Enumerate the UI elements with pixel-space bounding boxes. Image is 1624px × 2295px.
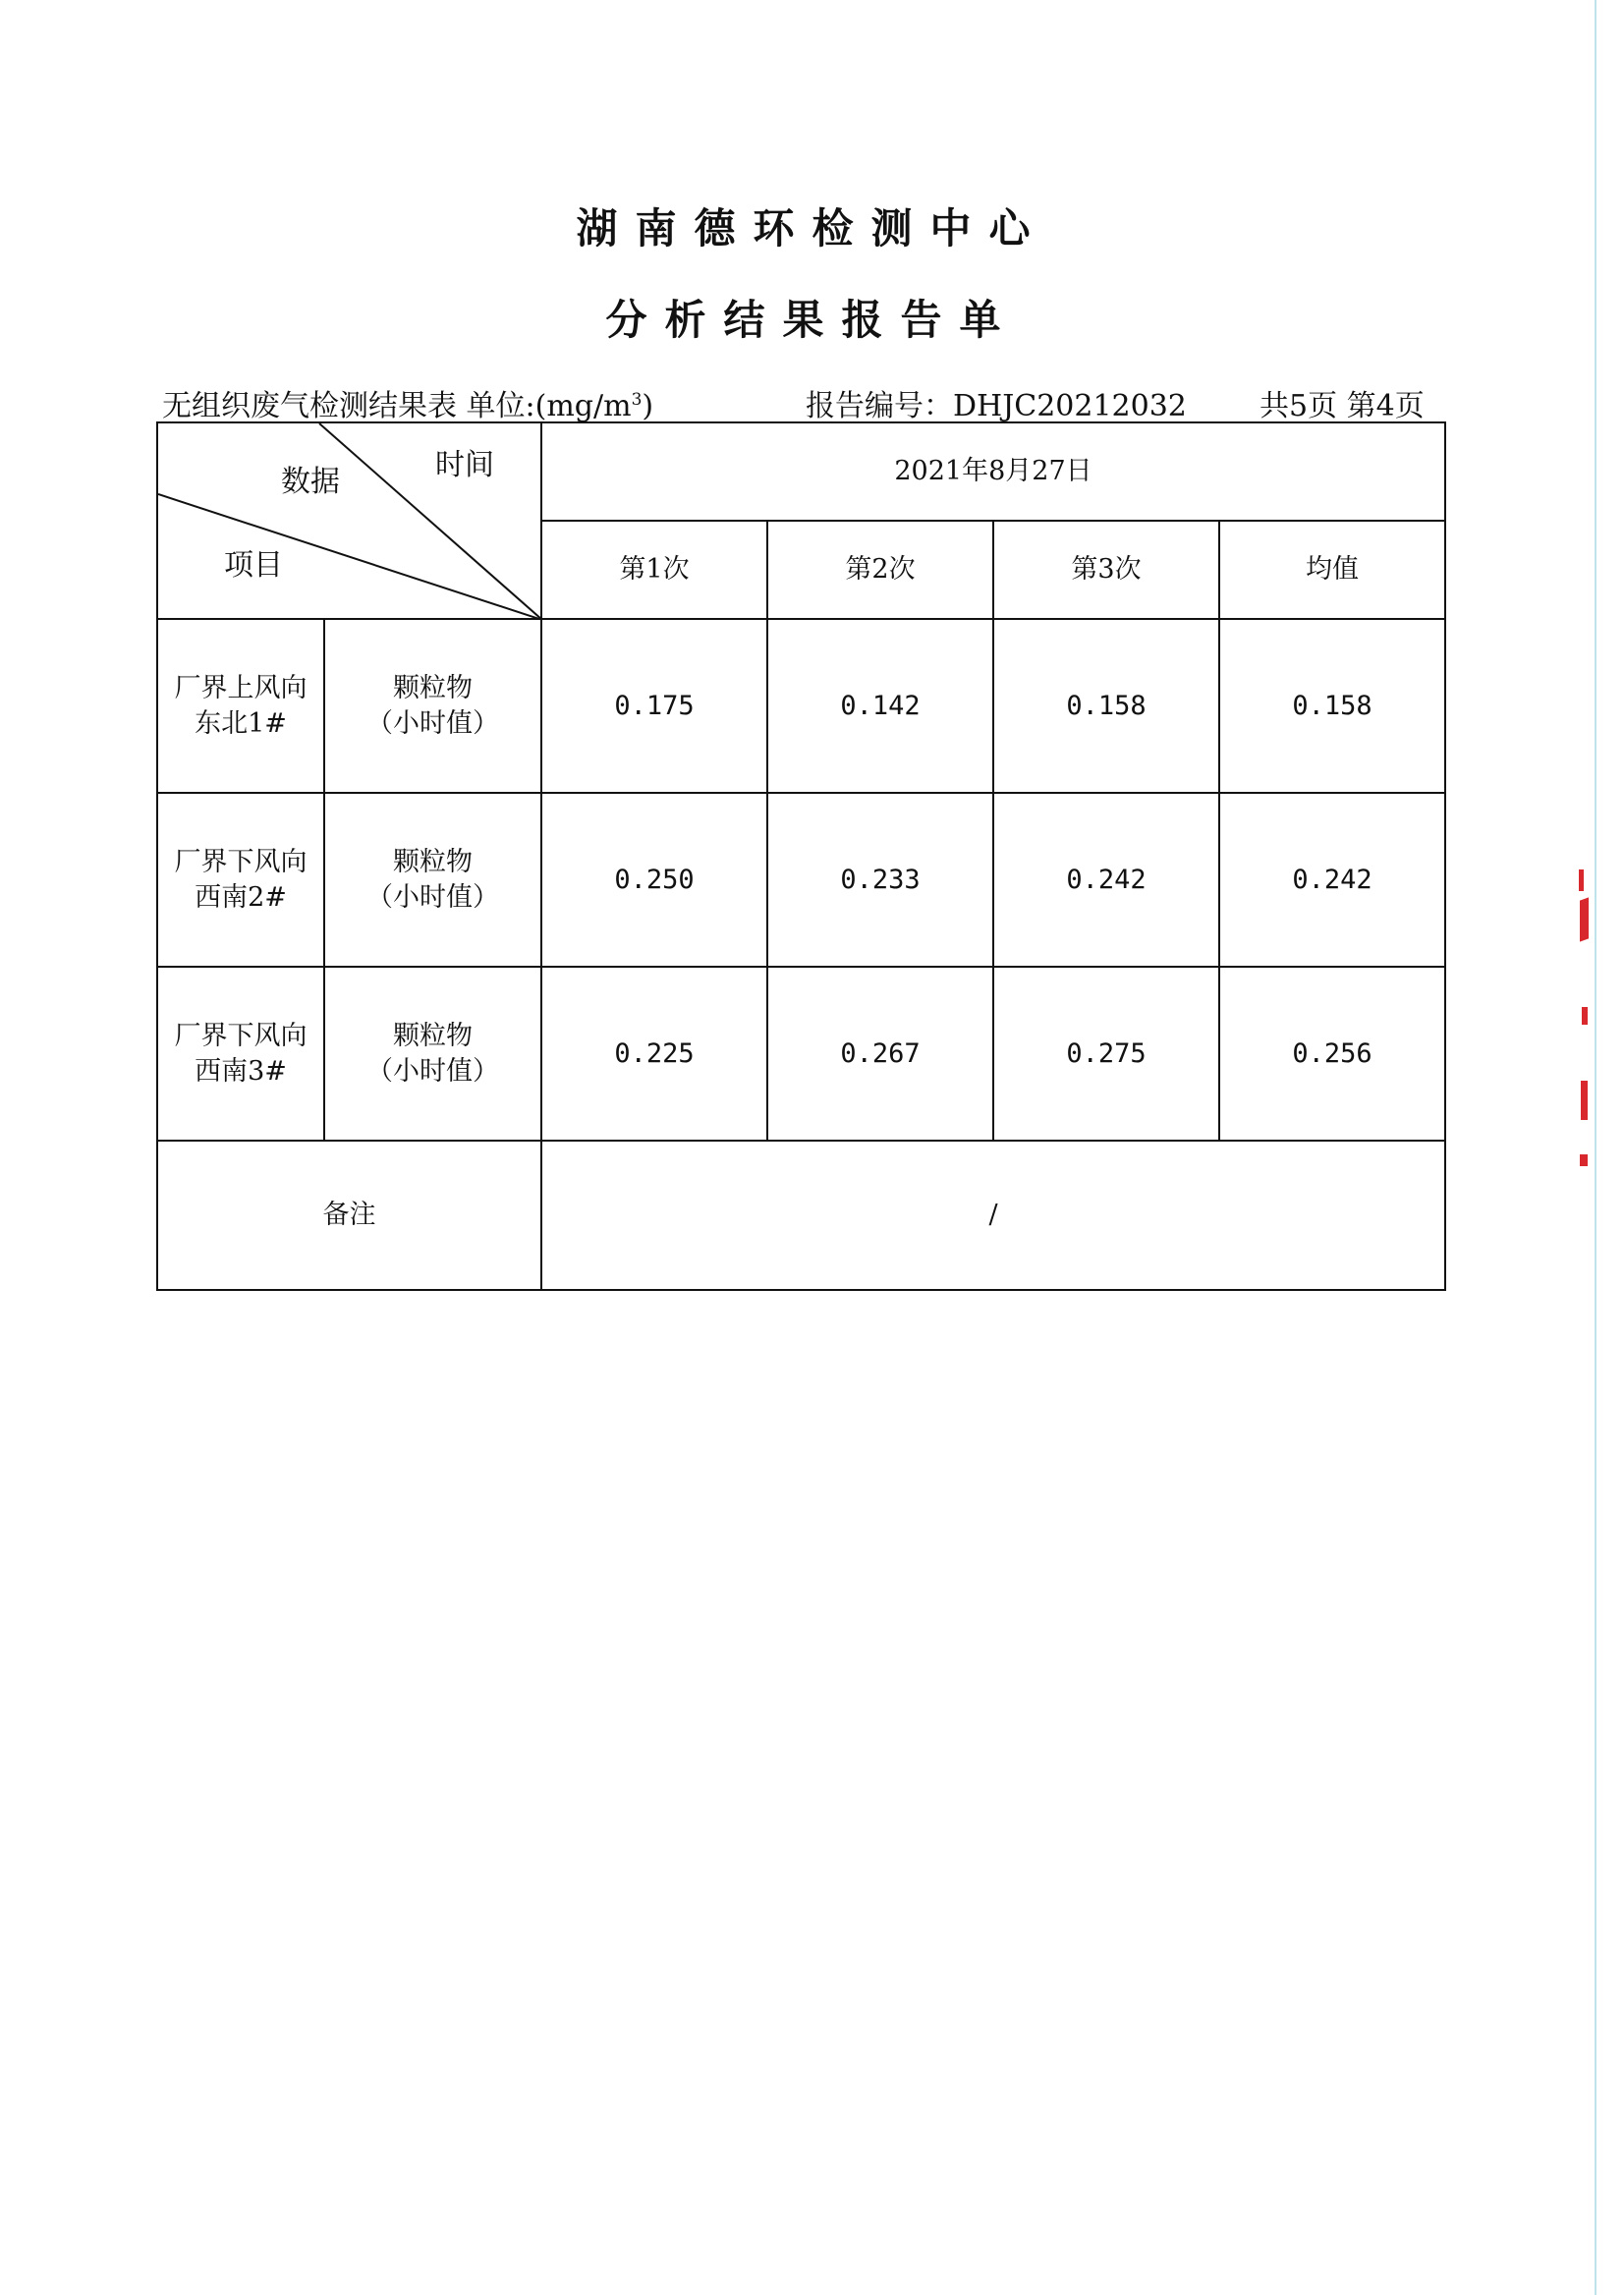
table-row: [157, 793, 1445, 967]
pollutant-cell: [324, 619, 541, 793]
value-cell: 0.225: [541, 967, 767, 1141]
location-line: 西南3#: [195, 1055, 287, 1087]
pollutant-type: （小时值）: [366, 1055, 499, 1087]
column-header: 第3次: [993, 521, 1219, 619]
location-line: 厂界下风向: [174, 1021, 308, 1052]
table-name-unit: [162, 381, 654, 423]
results-table: [156, 421, 1446, 1291]
pollutant-cell: [324, 793, 541, 967]
corner-label-item: 项目: [224, 548, 283, 583]
value-cell: 0.267: [767, 967, 993, 1141]
corner-label-time: 时间: [435, 448, 494, 482]
value-cell: 0.250: [541, 793, 767, 967]
pollutant-name: 颗粒物: [393, 847, 473, 878]
corner-header-cell: [157, 422, 541, 619]
value-cell: 0.256: [1219, 967, 1445, 1141]
value-cell: 0.175: [541, 619, 767, 793]
table-name: 无组织废气检测结果表 单位:(mg/m: [162, 389, 632, 423]
value-cell: 0.242: [993, 793, 1219, 967]
remark-label: 备注: [157, 1141, 541, 1290]
column-header: 均值: [1219, 521, 1445, 619]
remark-row: [157, 1141, 1445, 1290]
value-cell: 0.242: [1219, 793, 1445, 967]
value-cell: 0.158: [993, 619, 1219, 793]
unit-superscript: 3: [631, 390, 643, 410]
value-cell: 0.233: [767, 793, 993, 967]
table-row: [157, 967, 1445, 1141]
value-cell: 0.142: [767, 619, 993, 793]
pollutant-type: （小时值）: [366, 881, 499, 913]
location-cell: [157, 793, 324, 967]
location-cell: [157, 619, 324, 793]
location-line: 东北1#: [195, 707, 287, 739]
table-row: [157, 619, 1445, 793]
pollutant-type: （小时值）: [366, 707, 499, 739]
pollutant-cell: [324, 967, 541, 1141]
column-header: 第2次: [767, 521, 993, 619]
location-line: 厂界下风向: [174, 847, 308, 878]
table-header-row-date: [157, 422, 1445, 521]
document-title: 分析结果报告单: [605, 296, 1019, 344]
location-cell: [157, 967, 324, 1141]
location-line: 西南2#: [195, 881, 287, 913]
value-cell: 0.275: [993, 967, 1219, 1141]
page-edge-line: [1595, 0, 1596, 2295]
report-number: 报告编号：DHJC20212032: [806, 389, 1187, 423]
column-header: 第1次: [541, 521, 767, 619]
page-info: 共5页 第4页: [1260, 389, 1425, 423]
organization-title: 湖南德环检测中心: [576, 204, 1048, 252]
corner-label-data: 数据: [281, 465, 340, 499]
value-cell: 0.158: [1219, 619, 1445, 793]
remark-value: /: [541, 1141, 1445, 1290]
location-line: 厂界上风向: [174, 673, 308, 704]
pollutant-name: 颗粒物: [393, 673, 473, 704]
date-header-cell: 2021年8月27日: [541, 422, 1445, 521]
pollutant-name: 颗粒物: [393, 1021, 473, 1052]
unit-close: ): [642, 389, 654, 423]
